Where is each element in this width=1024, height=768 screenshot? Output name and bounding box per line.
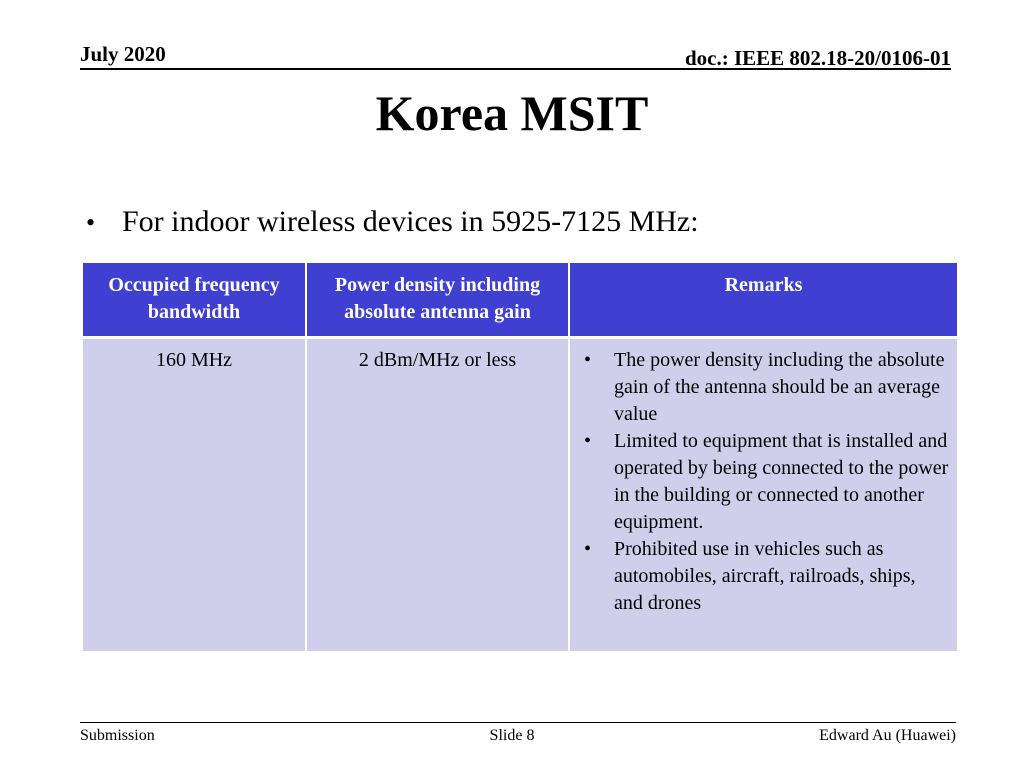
bullet-marker: • [584,538,592,560]
footer-author: Edward Au (Huawei) [819,727,956,744]
footer-divider [80,722,956,723]
list-item [580,428,949,536]
table-header-row [83,263,957,338]
list-item [580,536,949,617]
list-item [580,347,949,428]
remark-text: Limited to equipment that is installed and operated by being connected to the power in the building or connected to another equipment. [614,430,949,533]
remark-text: Prohibited use in vehicles such as automobiles, aircraft, railroads, ships, and drones [614,538,916,614]
intro-bullet [86,205,699,239]
cell-remarks [569,338,957,652]
header-doc-id: doc.: IEEE 802.18-20/0106-01 [684,46,951,70]
remarks-list [578,347,949,617]
header-date: July 2020 [80,42,166,66]
regulation-table [83,263,957,651]
cell-power-density: 2 dBm/MHz or less [306,338,569,652]
header-remarks: Remarks [569,263,957,338]
intro-bullet-text: For indoor wireless devices in 5925-7125 MHz: [122,205,699,238]
header-divider [80,68,951,70]
footer-submission: Submission [80,727,155,744]
bullet-marker: • [86,208,96,237]
remark-text: The power density including the absolute gain of the antenna should be an average value [614,349,945,425]
table-row [83,338,957,652]
header-bandwidth: Occupied frequency bandwidth [83,263,306,338]
slide-title: Korea MSIT [375,85,649,141]
bullet-marker: • [584,349,592,371]
header-power-density: Power density including absolute antenna gain [306,263,569,338]
cell-bandwidth: 160 MHz [83,338,306,652]
footer-slide-number: Slide 8 [489,727,535,744]
bullet-marker: • [584,430,592,452]
